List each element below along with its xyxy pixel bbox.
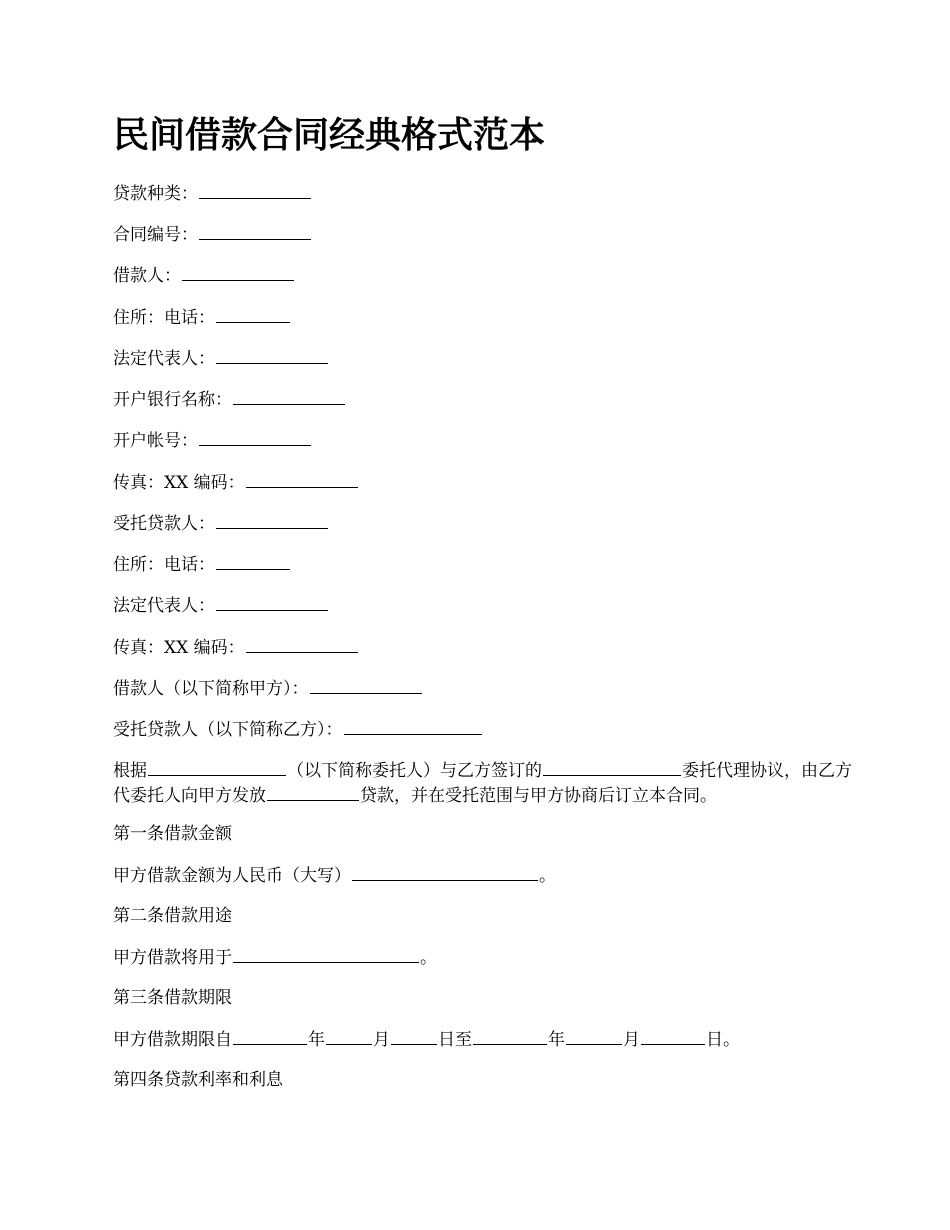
article-text: 日至 (438, 1030, 472, 1050)
fill-blank (344, 717, 482, 735)
fill-blank (246, 635, 358, 653)
article-1-text (113, 863, 556, 888)
fill-blank (199, 181, 311, 199)
fill-blank (233, 1027, 307, 1045)
fill-blank (199, 222, 311, 240)
field-label: 合同编号： (113, 225, 198, 245)
article-text: 月 (623, 1030, 640, 1050)
field-label: 借款人（以下简称甲方）： (113, 679, 309, 699)
field-label: 法定代表人： (113, 596, 215, 616)
field-label: 传真：XX 编码： (113, 473, 245, 493)
fill-blank (641, 1027, 705, 1045)
field-bank-name (113, 387, 346, 412)
fill-blank (352, 863, 538, 881)
fill-blank (233, 945, 419, 963)
preamble-paragraph (113, 758, 853, 808)
field-label: 住所：电话： (113, 555, 215, 575)
document-title: 民间借款合同经典格式范本 (113, 115, 546, 156)
field-label: 住所：电话： (113, 308, 215, 328)
preamble-text: 委托代理协议，由乙方代委托人向甲方发放 (113, 761, 852, 806)
article-text: 甲方借款将用于 (113, 948, 232, 968)
field-contract-number (113, 222, 312, 247)
fill-blank (216, 305, 290, 323)
fill-blank (182, 263, 294, 281)
field-party-a (113, 676, 423, 701)
fill-blank (199, 428, 311, 446)
article-text: 。 (420, 948, 437, 968)
field-label: 开户帐号： (113, 431, 198, 451)
preamble-text: 贷款，并在受托范围与甲方协商后订立本合同。 (360, 786, 717, 806)
field-label: 借款人： (113, 266, 181, 286)
field-label: 开户银行名称： (113, 390, 232, 410)
field-label: 传真：XX 编码： (113, 638, 245, 658)
article-text: 年 (548, 1030, 565, 1050)
fill-blank (566, 1027, 622, 1045)
fill-blank (233, 387, 345, 405)
fill-blank (310, 676, 422, 694)
fill-blank (216, 552, 290, 570)
field-address-phone (113, 305, 291, 330)
article-4-heading: 第四条贷款利率和利息 (113, 1070, 283, 1090)
fill-blank (391, 1027, 437, 1045)
article-text: 甲方借款期限自 (113, 1030, 232, 1050)
field-party-b (113, 717, 483, 742)
fill-blank (216, 346, 328, 364)
article-3-text (113, 1027, 740, 1052)
article-3-heading: 第三条借款期限 (113, 988, 232, 1008)
field-label: 受托贷款人（以下简称乙方）： (113, 720, 343, 740)
field-label: 受托贷款人： (113, 514, 215, 534)
article-text: 年 (308, 1030, 325, 1050)
article-2-heading: 第二条借款用途 (113, 906, 232, 926)
fill-blank (148, 758, 286, 776)
fill-blank (543, 758, 681, 776)
fill-blank (473, 1027, 547, 1045)
field-legal-representative (113, 346, 329, 371)
field-label: 法定代表人： (113, 349, 215, 369)
field-address-phone-2 (113, 552, 291, 577)
article-text: 。 (539, 866, 556, 886)
field-fax-code-2 (113, 635, 359, 660)
field-entrusted-lender (113, 511, 329, 536)
field-fax-code (113, 470, 359, 495)
fill-blank (216, 593, 328, 611)
fill-blank (326, 1027, 372, 1045)
article-2-text (113, 945, 437, 970)
field-account-number (113, 428, 312, 453)
article-text: 甲方借款金额为人民币（大写） (113, 866, 351, 886)
article-1-heading: 第一条借款金额 (113, 824, 232, 844)
field-label: 贷款种类： (113, 184, 198, 204)
fill-blank (267, 783, 359, 801)
preamble-text: （以下简称委托人）与乙方签订的 (287, 761, 542, 781)
fill-blank (246, 470, 358, 488)
preamble-text: 根据 (113, 761, 147, 781)
article-text: 月 (373, 1030, 390, 1050)
field-loan-type (113, 181, 312, 206)
article-text: 日。 (706, 1030, 740, 1050)
field-legal-representative-2 (113, 593, 329, 618)
fill-blank (216, 511, 328, 529)
field-borrower (113, 263, 295, 288)
